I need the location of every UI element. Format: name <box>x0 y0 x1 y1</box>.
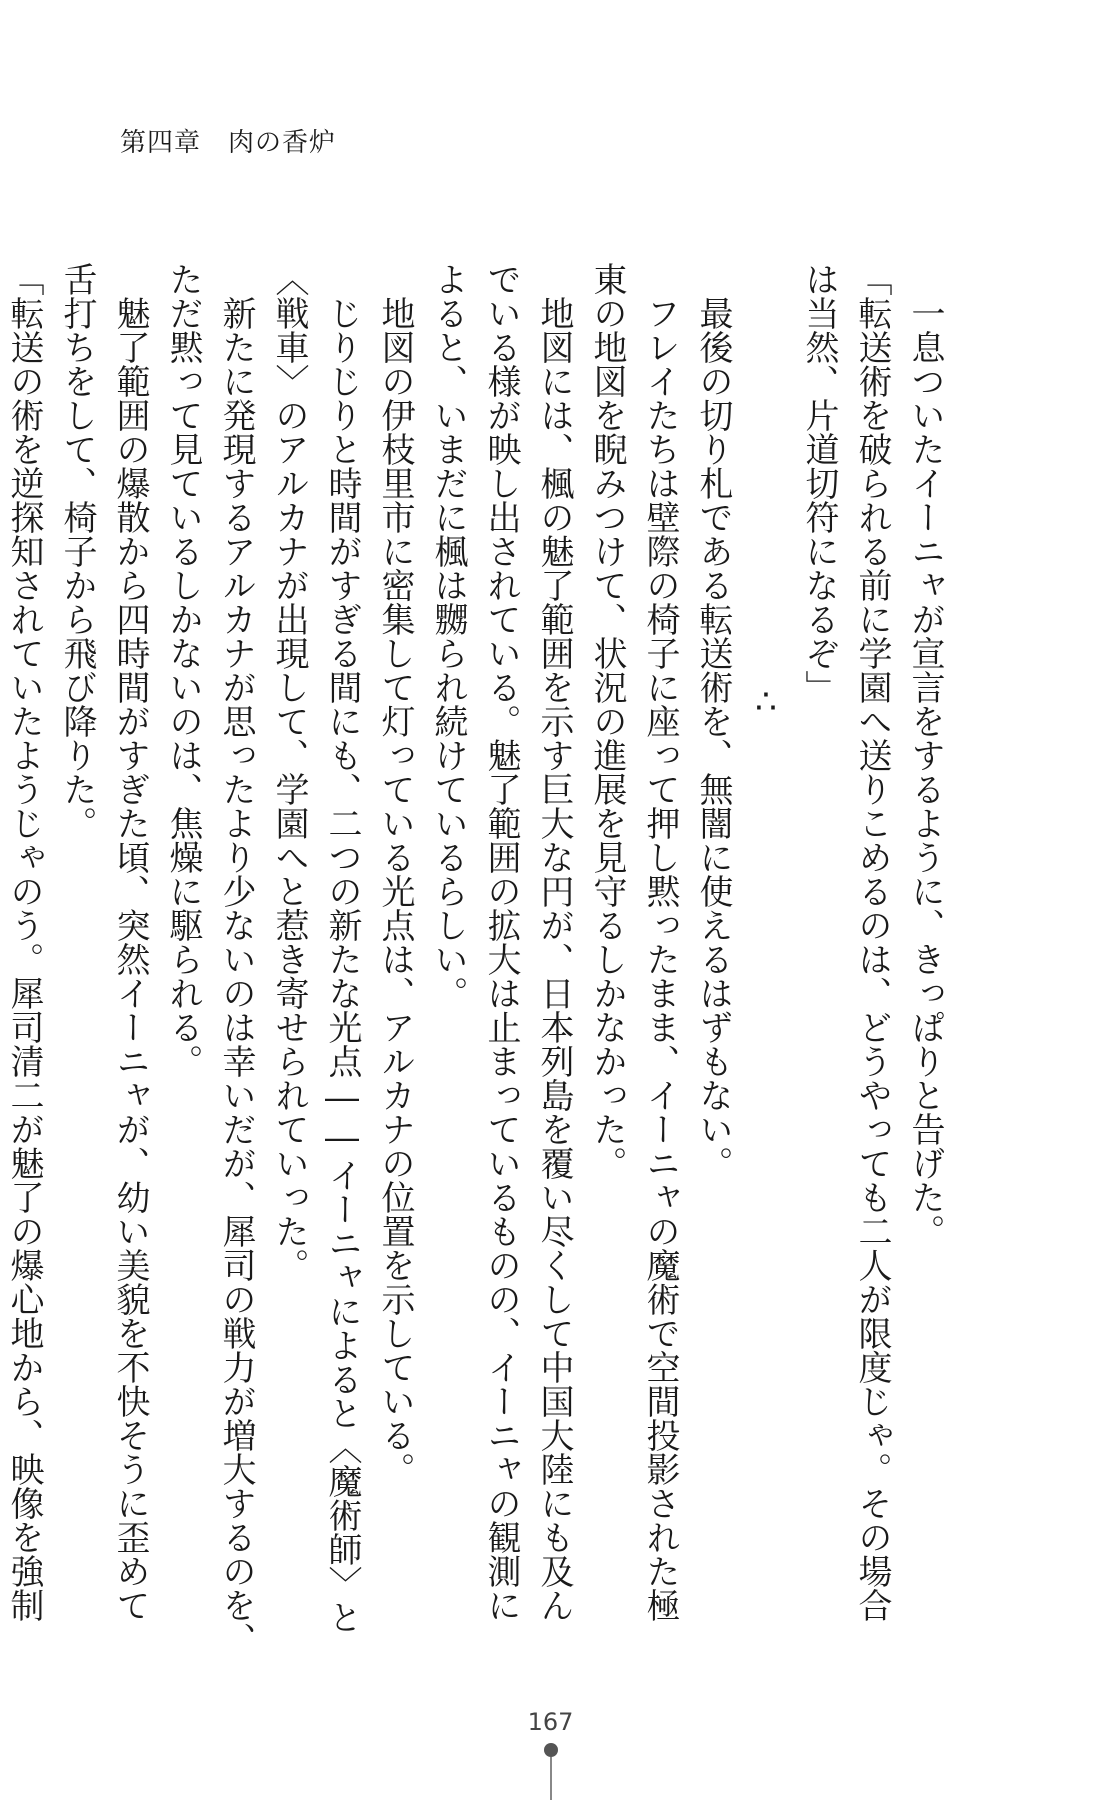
text-line: 一息ついたイーニャが宣言をするように、きっぱりと告げた。 <box>905 262 945 1248</box>
text-line: は当然、片道切符になるぞ」 <box>799 262 839 704</box>
page-marker-line <box>550 1757 552 1800</box>
text-line: 新たに発現するアルカナが思ったより少ないのは幸いだが、犀司の戦力が増大するのを、 <box>216 262 256 1656</box>
page-number: 167 <box>527 1708 574 1736</box>
chapter-header: 第四章 肉の香炉 <box>120 128 337 158</box>
text-line: 魅了範囲の爆散から四時間がすぎた頃、突然イーニャが、幼い美貌を不快そうに歪めて <box>110 262 150 1622</box>
text-line: 〈戦車〉のアルカナが出現して、学園へと惹き寄せられていった。 <box>269 262 309 1282</box>
text-line: ただ黙って見ているしかないのは、焦燥に駆られる。 <box>163 262 203 1078</box>
text-line: 「転送の術を逆探知されていたようじゃのう。犀司清二が魅了の爆心地から、映像を強制 <box>4 262 44 1622</box>
text-line: 地図の伊枝里市に密集して灯っている光点は、アルカナの位置を示している。 <box>375 262 415 1486</box>
text-line: 東の地図を睨みつけて、状況の進展を見守るしかなかった。 <box>587 262 627 1180</box>
text-line: じりじりと時間がすぎる間にも、二つの新たな光点――イーニャによると〈魔術師〉と <box>322 262 362 1634</box>
text-line: でいる様が映し出されている。魅了範囲の拡大は止まっているものの、イーニャの観測に <box>481 262 521 1622</box>
text-line: 舌打ちをして、椅子から飛び降りた。 <box>57 262 97 840</box>
text-line: 「転送術を破られる前に学園へ送りこめるのは、どうやっても二人が限度じゃ。その場合 <box>852 262 892 1622</box>
section-break-line: ∴ <box>746 682 786 722</box>
vertical-body-text <box>0 262 951 1656</box>
text-line: よると、いまだに楓は嬲られ続けているらしい。 <box>428 262 468 1010</box>
text-line: フレイたちは壁際の椅子に座って押し黙ったまま、イーニャの魔術で空間投影された極 <box>640 262 680 1622</box>
text-line: 地図には、楓の魅了範囲を示す巨大な円が、日本列島を覆い尽くして中国大陸にも及ん <box>534 262 574 1622</box>
page-marker-dot <box>544 1743 558 1757</box>
text-line: 最後の切り札である転送術を、無闇に使えるはずもない。 <box>693 262 733 1180</box>
